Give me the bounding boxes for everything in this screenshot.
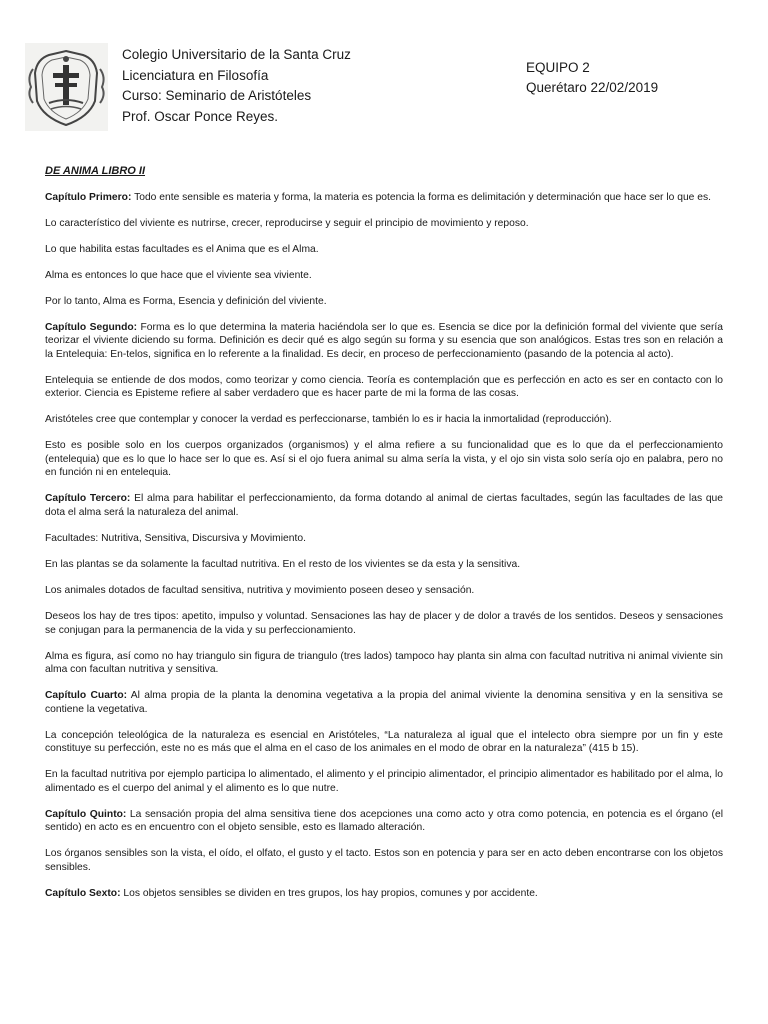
paragraph xyxy=(45,217,723,231)
paragraph-text: Facultades: Nutritiva, Sensitiva, Discursiva y Movimiento. xyxy=(45,533,306,544)
paragraph xyxy=(45,269,723,283)
paragraph-text: Esto es posible solo en los cuerpos organizados (organismos) y el alma refiere a su funcionalidad que es lo que da el perfeccionamiento (entelequia) que es lo que lo hace ser lo que es. Así si el ojo fuera animal su alma sería la vista, y el ojo sin vista solo sería ojo en palabra, pero no en función ni en entelequia. xyxy=(45,440,723,479)
paragraph xyxy=(45,374,723,401)
chapter-heading: Capítulo Quinto: xyxy=(45,808,127,820)
program-name: Licenciatura en Filosofía xyxy=(122,67,269,83)
paragraph-text: En la facultad nutritiva por ejemplo participa lo alimentado, el alimento y el principio alimentador, el principio alimentador es habilitado por el alma, lo alimentado es el cuerpo del animal y el alimento es lo que nutre. xyxy=(45,769,723,794)
paragraph xyxy=(45,584,723,598)
paragraph-text: La sensación propia del alma sensitiva tiene dos acepciones una como acto y otra como potencia, en potencia es el órgano (el sentido) en acto es en encuentro con el objeto sensible, esto es llamado alteración. xyxy=(45,808,723,834)
institution-name: Colegio Universitario de la Santa Cruz xyxy=(122,47,351,62)
institution-block xyxy=(122,45,351,127)
chapter-heading: Capítulo Cuarto: xyxy=(45,690,128,702)
paragraph xyxy=(45,689,723,716)
chapter-heading: Capítulo Primero: xyxy=(45,191,132,203)
professor-name: Prof. Oscar Ponce Reyes. xyxy=(122,108,279,124)
paragraph xyxy=(45,191,723,205)
paragraph-text: Alma es figura, así como no hay triangulo sin figura de triangulo (tres lados) tampoco hay planta sin alma con facultad nutritiva ni animal viviente sin alma con facultan nutritiva y sensitiva. xyxy=(45,650,723,676)
paragraph xyxy=(45,768,723,795)
paragraph xyxy=(45,492,723,519)
paragraph-text: Lo que habilita estas facultades es el Anima que es el Alma. xyxy=(45,243,319,255)
paragraph xyxy=(45,558,723,572)
paragraph-text: Al alma propia de la planta la denomina vegetativa a la propia del animal viviente la denomina sensitiva y en la sensitiva se contiene la vegetativa. xyxy=(45,690,723,715)
paragraph xyxy=(45,321,723,362)
place-date: Querétaro 22/02/2019 xyxy=(526,80,659,95)
paragraph xyxy=(45,847,723,874)
chapter-heading: Capítulo Sexto: xyxy=(45,888,121,899)
document-body xyxy=(45,165,723,913)
paragraph xyxy=(45,413,723,427)
paragraph-text: Los animales dotados de facultad sensitiva, nutritiva y movimiento poseen deseo y sensación. xyxy=(45,584,475,596)
course-name: Curso: Seminario de Aristóteles xyxy=(122,88,312,103)
paragraph-text: Deseos los hay de tres tipos: apetito, impulso y voluntad. Sensaciones las hay de placer y de dolor a través de los sentidos. Deseos y sensaciones se conjugan para la permanencia de la vida y su perfeccionamiento. xyxy=(45,610,723,636)
document-header xyxy=(0,0,768,150)
paragraph-text: Aristóteles cree que contemplar y conocer la verdad es perfeccionarse, también lo es ir hacia la inmortalidad (reproducción). xyxy=(45,414,612,426)
paragraph xyxy=(45,532,723,546)
paragraph xyxy=(45,439,723,480)
paragraph-text: Lo característico del viviente es nutrirse, crecer, reproducirse y seguir el principio de movimiento y reposo. xyxy=(45,217,529,229)
team-block xyxy=(526,58,658,98)
paragraph xyxy=(45,808,723,835)
paragraph xyxy=(45,295,723,309)
paragraph xyxy=(45,729,723,756)
paragraph-text: Por lo tanto, Alma es Forma, Esencia y definición del viviente. xyxy=(45,295,327,307)
chapter-heading: Capítulo Segundo: xyxy=(45,321,138,333)
paragraph-text: Los órganos sensibles son la vista, el oído, el olfato, el gusto y el tacto. Estos son en potencia y para ser en acto deben encontrarse con los objetos sensibles. xyxy=(45,848,723,874)
paragraph-text: Todo ente sensible es materia y forma, la materia es potencia la forma es delimitación y determinación que hace ser lo que es. xyxy=(131,191,711,203)
paragraph xyxy=(45,887,723,901)
paragraph-list xyxy=(45,191,723,901)
document-title: DE ANIMA LIBRO II xyxy=(45,165,146,177)
paragraph-text: Alma es entonces lo que hace que el viviente sea viviente. xyxy=(45,269,312,281)
university-seal-icon xyxy=(25,43,108,131)
chapter-heading: Capítulo Tercero: xyxy=(45,493,131,505)
paragraph xyxy=(45,243,723,257)
paragraph-text: Los objetos sensibles se dividen en tres grupos, los hay propios, comunes y por accidente. xyxy=(120,888,538,899)
paragraph-text: Forma es lo que determina la materia haciéndola ser lo que es. Esencia se dice por la definición formal del viviente que sería teorizar el viviente diciendo su forma. Definición es decir qué es algo según su forma y su esencia que son analógicos. Estas tres son en relación a la Entelequia: En-telos, significa en lo referente a la finalidad. Es decir, en proceso de perfeccionamiento (pasando de la potencia al acto). xyxy=(45,321,724,360)
paragraph-text: En las plantas se da solamente la facultad nutritiva. En el resto de los vivientes se da esta y la sensitiva. xyxy=(45,558,521,570)
paragraph xyxy=(45,650,723,677)
paragraph-text: La concepción teleológica de la naturaleza es esencial en Aristóteles, “La naturaleza al igual que el intelecto obra siempre por un fin y este constituye su perfección, este no es más que el alma en el caso de los animales en el modo de obrar en la naturaleza” (415 b 15). xyxy=(45,729,723,755)
paragraph-text: El alma para habilitar el perfeccionamiento, da forma dotando al animal de ciertas facultades, según las facultades de las que dota el alma será la naturaleza del animal. xyxy=(45,493,724,519)
paragraph-text: Entelequia se entiende de dos modos, como teorizar y como ciencia. Teoría es contemplación que es perfección en acto es ser en contacto con lo exterior. Ciencia es Episteme refiere al saber verdadero que es hacer parte de mi la forma de las cosas. xyxy=(45,374,723,400)
paragraph xyxy=(45,610,723,637)
team-name: EQUIPO 2 xyxy=(526,60,590,75)
